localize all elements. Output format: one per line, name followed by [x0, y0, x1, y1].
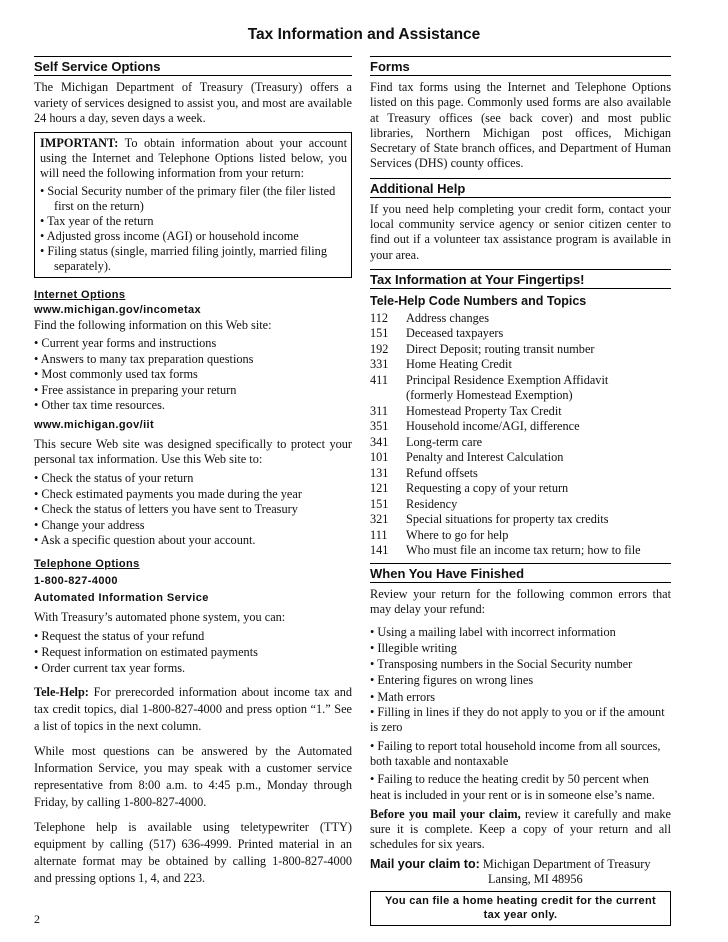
code-topic: Residency — [406, 496, 458, 511]
automated-service-heading: Automated Information Service — [34, 591, 209, 604]
list-item: • Social Security number of the primary filer (the filer listed first on the return) — [40, 183, 336, 213]
table-row — [370, 419, 641, 435]
telehelp-label: Tele-Help: — [34, 685, 89, 700]
list-item: • Transposing numbers in the Social Security number — [370, 657, 633, 672]
table-row — [370, 497, 641, 513]
list-item: • Other tax time resources. — [34, 398, 165, 413]
telephone-para-1: With Treasury’s automated phone system, you can: — [34, 609, 286, 624]
telehelp-paragraph — [34, 684, 352, 735]
code-topic: Special situations for property tax credits — [406, 512, 609, 527]
forms-heading: Forms — [370, 56, 671, 76]
additional-help-text: If you need help completing your credit form, contact your local community service agency or senior citizen center to find out if a volunteer tax assistance program is available in your area. — [370, 201, 671, 262]
fingertips-heading: Tax Information at Your Fingertips! — [370, 269, 671, 289]
code-number: 111 — [370, 527, 388, 542]
code-number: 112 — [370, 310, 388, 325]
list-item: • Adjusted gross income (AGI) or household income — [40, 228, 299, 243]
code-topic: Address changes — [406, 310, 489, 325]
code-topic: (formerly Homestead Exemption) — [406, 388, 573, 403]
internet-list-1 — [34, 336, 352, 414]
telehelp-codes-table — [370, 311, 641, 559]
list-item: • Using a mailing label with incorrect information — [370, 624, 616, 639]
code-topic: Homestead Property Tax Credit — [406, 403, 562, 418]
finished-heading: When You Have Finished — [370, 563, 671, 583]
table-row — [370, 357, 641, 373]
internet-list-2 — [34, 471, 352, 549]
code-number: 311 — [370, 403, 388, 418]
code-topic: Refund offsets — [406, 465, 478, 480]
code-number: 351 — [370, 419, 389, 434]
telephone-para-2: While most questions can be answered by the Automated Information Service, you may speak with a customer service representative from 8:00 a.m. to 4:45 p.m., Monday through Friday, by calling 1-800-827-4000. — [34, 744, 352, 810]
additional-help-heading: Additional Help — [370, 178, 671, 198]
code-number: 121 — [370, 481, 389, 496]
list-item: • Failing to report total household income from all sources, both taxable and nontaxable — [370, 738, 661, 768]
table-row — [370, 528, 641, 544]
incometax-url[interactable]: www.michigan.gov/incometax — [34, 303, 202, 316]
telehelp-text: For prerecorded information about income tax and tax credit topics, dial 1-800-827-4000 and press option “1.” See a list of topics in the next column. — [34, 685, 352, 734]
iit-url[interactable]: www.michigan.gov/iit — [34, 418, 155, 431]
list-item: • Free assistance in preparing your return — [34, 382, 237, 397]
list-item: • Order current tax year forms. — [34, 660, 186, 675]
code-number: 331 — [370, 357, 389, 372]
telephone-para-3: Telephone help is available using teletypewriter (TTY) equipment by calling (517) 636-4999. Printed material in an alternate format may be obtained by calling 1-800-827-4000 and pressing options 1, 4, and 223. — [34, 820, 352, 886]
list-item: • Ask a specific question about your account. — [34, 533, 256, 548]
code-topic: Household income/AGI, difference — [406, 419, 580, 434]
code-number: 141 — [370, 543, 389, 558]
list-item: • Failing to reduce the heating credit by 50 percent when heat is included in your rent or is in someone else’s name. — [370, 772, 655, 802]
table-row — [370, 311, 641, 327]
self-service-heading: Self Service Options — [34, 56, 352, 76]
forms-text: Find tax forms using the Internet and Telephone Options listed on this page. Commonly used forms are also available at Treasury offices (see back cover) and most public libraries, Northern Michigan post offices, Michigan Secretary of State branch offices, and Department of Human Services (DHS) county offices. — [370, 80, 671, 171]
code-topic: Requesting a copy of your return — [406, 481, 569, 496]
table-row — [370, 543, 641, 559]
code-number: 321 — [370, 512, 389, 527]
mail-address — [370, 857, 671, 887]
code-number: 192 — [370, 341, 389, 356]
list-item: • Check estimated payments you made during the year — [34, 486, 302, 501]
before-mail-text: review it carefully and make sure it is complete. Keep a copy of your return and all schedules for six years. — [370, 806, 671, 852]
required-info-list — [40, 184, 347, 274]
table-row — [370, 450, 641, 466]
list-item: • Request information on estimated payments — [34, 645, 258, 660]
important-paragraph — [40, 136, 347, 181]
code-topic: Where to go for help — [406, 527, 509, 542]
code-topic: Home Heating Credit — [406, 357, 512, 372]
list-item: • Most commonly used tax forms — [34, 367, 198, 382]
list-item: • Current year forms and instructions — [34, 336, 217, 350]
code-number: 411 — [370, 372, 388, 387]
telehelp-codes-heading: Tele-Help Code Numbers and Topics — [370, 293, 587, 308]
internet-para-2: This secure Web site was designed specifically to protect your personal tax information. Use this Web site to: — [34, 436, 352, 467]
code-number: 101 — [370, 450, 389, 465]
code-topic: Penalty and Interest Calculation — [406, 450, 564, 465]
table-row — [370, 466, 641, 482]
mail-line-2: Lansing, MI 48956 — [488, 871, 583, 886]
self-service-intro: The Michigan Department of Treasury (Treasury) offers a variety of services designed to assist you, and most are available 24 hours a day, seven days a week. — [34, 80, 352, 125]
table-row — [370, 435, 641, 451]
mail-label: Mail your claim to: — [370, 856, 480, 871]
list-item: • Check the status of letters you have sent to Treasury — [34, 502, 298, 517]
internet-para-1: Find the following information on this Web site: — [34, 317, 272, 332]
before-mail-paragraph — [370, 807, 671, 853]
heating-credit-note: You can file a home heating credit for the current tax year only. — [370, 891, 671, 926]
table-row — [370, 512, 641, 528]
list-item: • Change your address — [34, 517, 145, 532]
left-column — [34, 56, 352, 887]
code-topic: Direct Deposit; routing transit number — [406, 341, 595, 356]
list-item: • Check the status of your return — [34, 470, 194, 485]
telephone-heading: Telephone Options — [34, 557, 140, 570]
code-number: 131 — [370, 465, 389, 480]
finished-intro: Review your return for the following common errors that may delay your refund: — [370, 586, 671, 617]
list-item: • Entering figures on wrong lines — [370, 673, 534, 688]
code-number: 341 — [370, 434, 389, 449]
before-mail-label: Before you mail your claim, — [370, 806, 521, 821]
telephone-number: 1-800-827-4000 — [34, 574, 118, 587]
table-row — [370, 326, 641, 342]
list-item: • Illegible writing — [370, 640, 457, 655]
list-item: • Tax year of the return — [40, 213, 154, 228]
important-text: To obtain information about your account using the Internet and Telephone Options listed below, you will need the following information from your return: — [40, 135, 347, 180]
code-number: 151 — [370, 496, 389, 511]
list-item: • Filing status (single, married filing jointly, married filing separately). — [40, 243, 327, 273]
list-item: • Filling in lines if they do not apply to you or if the amount is zero — [370, 705, 665, 735]
right-column — [370, 56, 671, 926]
code-topic: Long-term care — [406, 434, 483, 449]
mail-line-1: Michigan Department of Treasury — [479, 856, 651, 871]
code-topic: Principal Residence Exemption Affidavit — [406, 372, 609, 387]
list-item: • Answers to many tax preparation questions — [34, 351, 254, 366]
table-row — [370, 481, 641, 497]
table-row — [370, 404, 641, 420]
common-errors-list — [370, 624, 671, 803]
code-number — [370, 388, 406, 404]
list-item: • Request the status of your refund — [34, 629, 205, 644]
telephone-list — [34, 629, 352, 676]
code-number: 151 — [370, 326, 389, 341]
internet-heading: Internet Options — [34, 288, 126, 301]
table-row — [370, 373, 641, 389]
page-title: Tax Information and Assistance — [247, 26, 481, 43]
important-box — [34, 132, 352, 278]
list-item: • Math errors — [370, 689, 436, 704]
table-row — [370, 388, 641, 404]
page-number: 2 — [34, 912, 40, 926]
table-row — [370, 342, 641, 358]
important-label: IMPORTANT: — [40, 135, 119, 150]
code-topic: Who must file an income tax return; how to file — [406, 543, 641, 558]
code-topic: Deceased taxpayers — [406, 326, 504, 341]
